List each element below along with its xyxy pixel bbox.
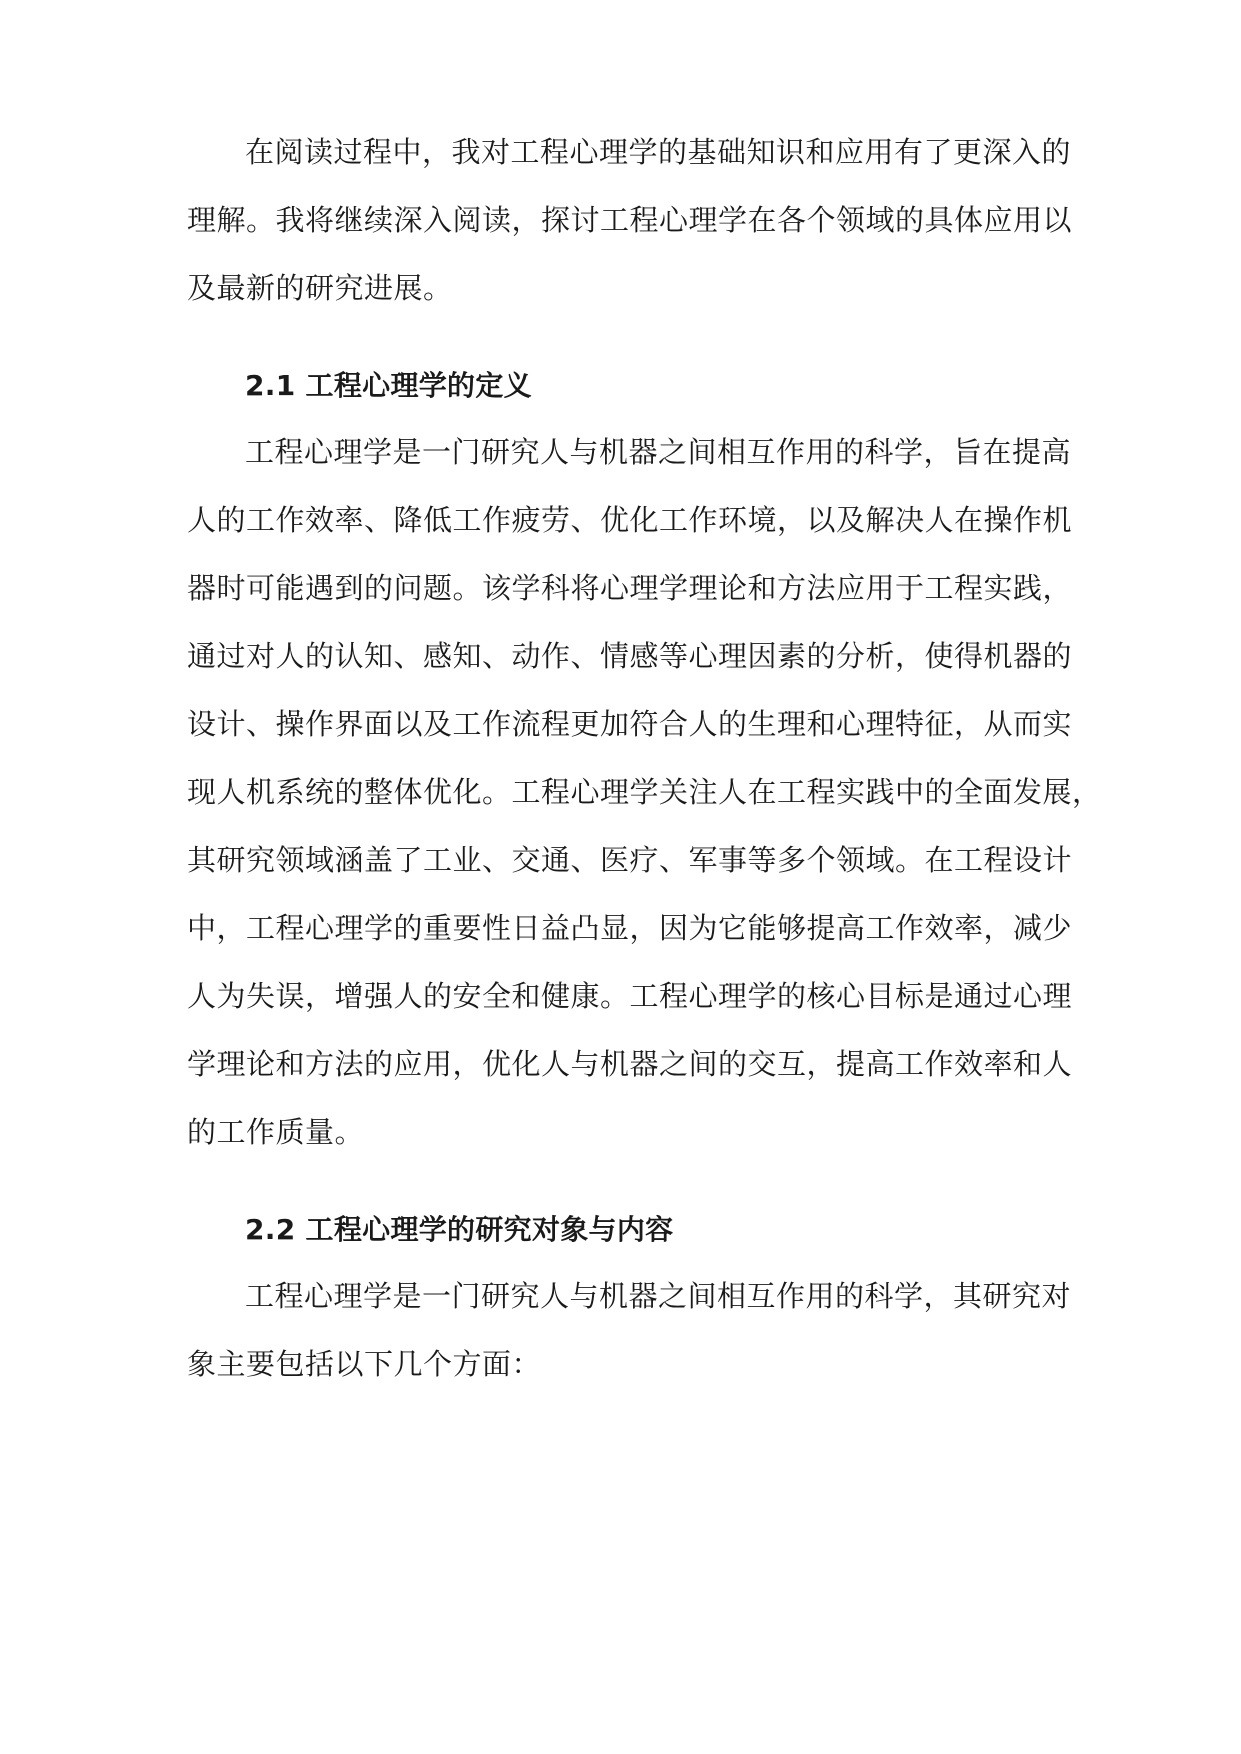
section-heading: 2.1 工程心理学的定义 <box>245 369 532 402</box>
paragraph-line: 设计、操作界面以及工作流程更加符合人的生理和心理特征，从而实 <box>187 707 1073 741</box>
paragraph-line: 通过对人的认知、感知、动作、情感等心理因素的分析，使得机器的 <box>187 639 1073 673</box>
paragraph-line: 的工作质量。 <box>187 1115 365 1149</box>
paragraph-line: 及最新的研究进展。 <box>187 271 453 305</box>
paragraph-line: 器时可能遇到的问题。该学科将心理学理论和方法应用于工程实践， <box>187 571 1073 605</box>
section-heading: 2.2 工程心理学的研究对象与内容 <box>245 1213 674 1246</box>
paragraph-line: 在阅读过程中，我对工程心理学的基础知识和应用有了更深入的 <box>245 135 1072 169</box>
paragraph-line: 其研究领域涵盖了工业、交通、医疗、军事等多个领域。在工程设计 <box>187 843 1073 877</box>
paragraph-line: 学理论和方法的应用，优化人与机器之间的交互，提高工作效率和人 <box>187 1047 1073 1081</box>
paragraph-line: 现人机系统的整体优化。工程心理学关注人在工程实践中的全面发展， <box>187 775 1102 809</box>
paragraph-line: 象主要包括以下几个方面： <box>187 1347 542 1381</box>
paragraph-line: 工程心理学是一门研究人与机器之间相互作用的科学，旨在提高 <box>245 435 1072 469</box>
paragraph-line: 工程心理学是一门研究人与机器之间相互作用的科学，其研究对 <box>245 1279 1072 1313</box>
paragraph-line: 人为失误，增强人的安全和健康。工程心理学的核心目标是通过心理 <box>187 979 1073 1013</box>
paragraph-line: 人的工作效率、降低工作疲劳、优化工作环境，以及解决人在操作机 <box>187 503 1073 537</box>
paragraph-line: 中，工程心理学的重要性日益凸显，因为它能够提高工作效率，减少 <box>187 911 1073 945</box>
paragraph-line: 理解。我将继续深入阅读，探讨工程心理学在各个领域的具体应用以 <box>187 203 1073 237</box>
